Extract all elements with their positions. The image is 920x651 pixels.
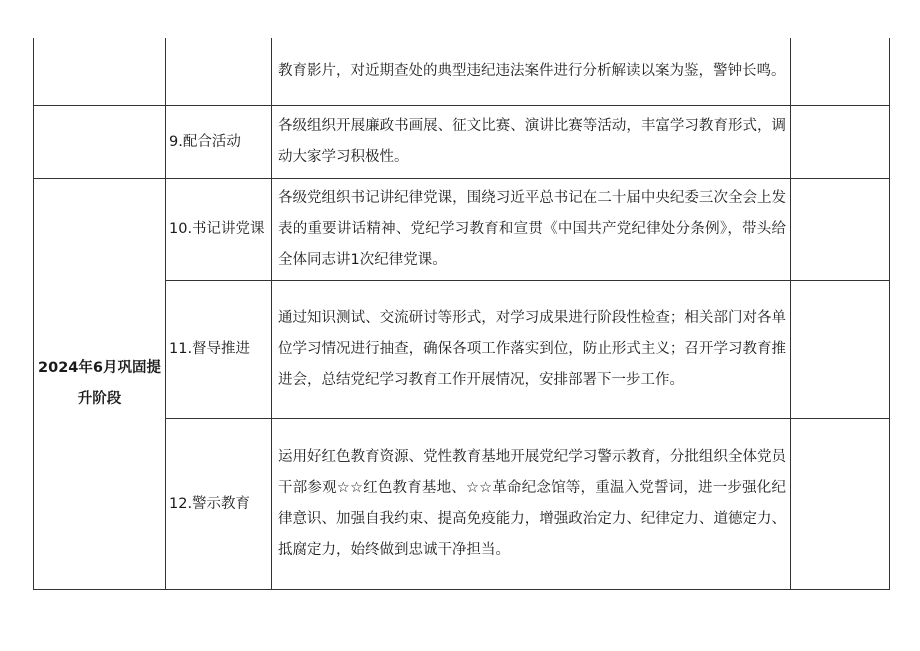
notes-cell [791,179,890,281]
stage-cell-previous [34,38,166,106]
description-cell [272,179,791,281]
description-cell [272,106,791,179]
notes-cell [791,281,890,419]
notes-cell [791,106,890,179]
description-text: 各级组织开展廉政书画展、征文比赛、演讲比赛等活动，丰富学习教育形式，调动大家学习积极性。 [278,118,786,165]
table-row [34,38,890,106]
description-cell [272,38,791,106]
table-row [34,106,890,179]
notes-cell [791,38,890,106]
description-text: 各级党组织书记讲纪律党课，围绕习近平总书记在二十届中央纪委三次全会上发表的重要讲话精神、党纪学习教育和宣贯《中国共产党纪律处分条例》，带头给全体同志讲1次纪律党课。 [278,190,786,268]
item-cell: 10.书记讲党课 [166,179,272,281]
stage-cell: 2024年6月巩固提升阶段 [34,179,166,590]
description-cell [272,281,791,419]
description-text: 运用好红色教育资源、党性教育基地开展党纪学习警示教育，分批组织全体党员干部参观☆☆红色教育基地、☆☆革命纪念馆等，重温入党誓词，进一步强化纪律意识、加强自我约束、提高免疫能力，增强政治定力、纪律定力、道德定力、抵腐定力，始终做到忠诚干净担当。 [278,449,786,558]
item-cell: 9.配合活动 [166,106,272,179]
description-cell [272,419,791,590]
item-cell [166,38,272,106]
table-row [34,179,890,281]
plan-table [33,38,890,590]
item-cell: 12.警示教育 [166,419,272,590]
description-text: 教育影片，对近期查处的典型违纪违法案件进行分析解读以案为鉴，警钟长鸣。 [278,63,786,79]
stage-cell-previous-continued [34,106,166,179]
notes-cell [791,419,890,590]
description-text: 通过知识测试、交流研讨等形式，对学习成果进行阶段性检查；相关部门对各单位学习情况进行抽查，确保各项工作落实到位，防止形式主义；召开学习教育推进会，总结党纪学习教育工作开展情况，安排部署下一步工作。 [278,310,786,388]
item-cell: 11.督导推进 [166,281,272,419]
